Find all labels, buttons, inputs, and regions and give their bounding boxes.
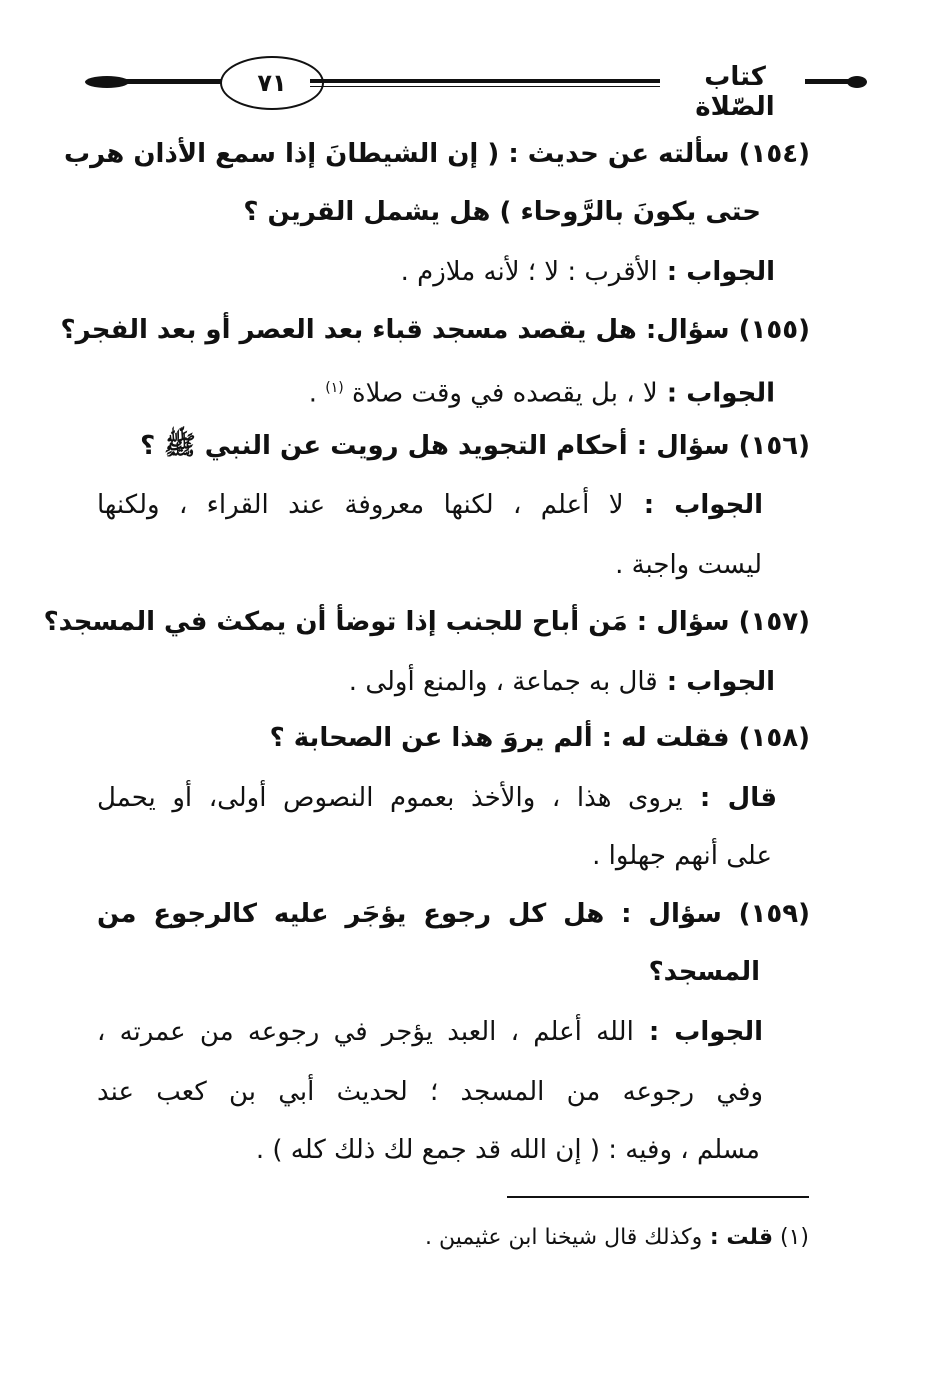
answer-line: قال : يروى هذا ، والأخذ بعموم النصوص أولى، أو يحمل [97, 783, 777, 813]
header-rule-middle-thin [310, 86, 660, 87]
text-line: (١٥٤) سألته عن حديث : ( إن الشيطانَ إذا سمع الأذان هرب [63, 139, 810, 169]
answer-line: الجواب : لا أعلم ، لكنها معروفة عند القراء ، ولكنها [97, 490, 763, 520]
answer-line: الجواب : لا ، بل يقصده في وقت صلاة $^{(١)}$ . [308, 378, 775, 409]
text-line: (١٥٧) سؤال : مَن أباح للجنب إذا توضأ أن يمكث في المسجد؟ [43, 607, 810, 637]
text-line: (١٥٥) سؤال: هل يقصد مسجد قباء بعد العصر أو بعد الفجر؟ [60, 315, 810, 345]
header-ornament-right [847, 76, 867, 88]
book-title: كتاب الصّلاة [695, 62, 775, 122]
text-line: حتى يكونَ بالرَّوحاء ) هل يشمل القرين ؟ [243, 197, 761, 227]
page-number: ٧١ [220, 56, 324, 110]
text-line: (١٥٩) سؤال : هل كل رجوع يؤجَر عليه كالرجوع من [97, 899, 810, 929]
answer-line: الجواب : الأقرب : لا ؛ لأنه ملازم . [400, 257, 775, 287]
footnote-divider [507, 1196, 809, 1198]
text-line: وفي رجوعه من المسجد ؛ لحديث أبي بن كعب عند [97, 1077, 763, 1107]
footnote: (١) قلت : وكذلك قال شيخنا ابن عثيمين . [425, 1225, 809, 1250]
text-line: (١٥٦) سؤال : أحكام التجويد هل رويت عن النبي ﷺ ؟ [140, 431, 810, 461]
text-line: المسجد؟ [648, 957, 760, 987]
answer-line: الجواب : قال به جماعة ، والمنع أولى . [348, 667, 775, 697]
text-line: على أنهم جهلوا . [592, 841, 772, 871]
page-header [85, 52, 875, 122]
header-ornament-left [85, 76, 129, 88]
header-rule-middle [310, 79, 660, 83]
header-rule-left [125, 79, 225, 84]
text-line: مسلم ، وفيه : ( إن الله قد جمع لك ذلك كله ) . [255, 1135, 760, 1165]
text-line: (١٥٨) فقلت له : ألم يروَ هذا عن الصحابة ؟ [269, 723, 810, 753]
text-line: ليست واجبة . [615, 550, 762, 580]
answer-line: الجواب : الله أعلم ، العبد يؤجر في رجوعه من عمرته ، [97, 1017, 764, 1047]
footnote-marker: (١) [325, 380, 344, 396]
